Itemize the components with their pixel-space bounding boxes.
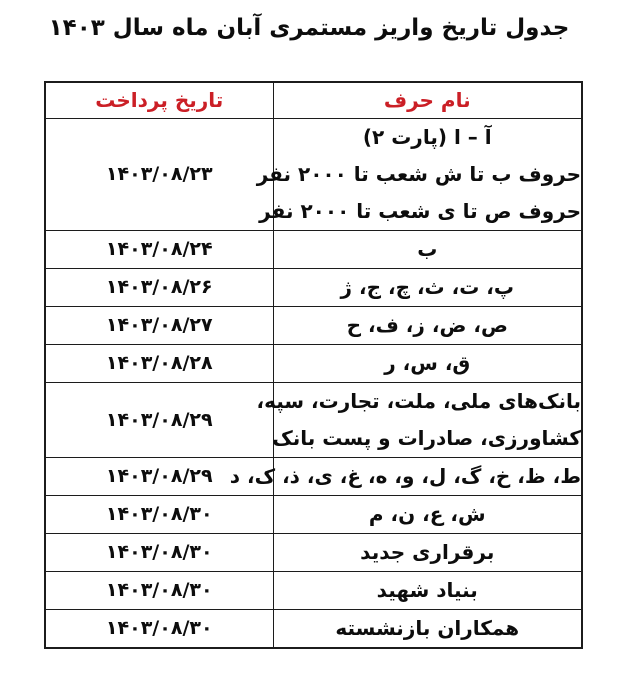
letter-group-line: کشاورزی، صادرات و پست بانک — [272, 425, 581, 450]
letter-group-line: ق، س، ر — [384, 350, 471, 375]
letter-group-cell — [273, 230, 582, 268]
table-row — [45, 533, 582, 571]
letter-group-line: پ، ت، ث، چ، ج، ژ — [340, 274, 514, 299]
payment-date-cell: ۱۴۰۳/۰۸/۳۰ — [45, 495, 273, 533]
table-body — [45, 118, 582, 648]
letter-group-cell — [256, 382, 582, 457]
table-row — [45, 457, 582, 495]
table-row — [45, 571, 582, 609]
letter-group-line: آ – ا (پارت ۲) — [362, 124, 492, 149]
letter-group-line: ص، ض، ز، ف، ح — [346, 312, 508, 337]
table-row — [45, 230, 582, 268]
letter-group-cell — [273, 533, 582, 571]
table-row — [45, 382, 582, 457]
letter-group-cell — [273, 609, 582, 648]
letter-group-cell — [273, 571, 582, 609]
payment-date-cell: ۱۴۰۳/۰۸/۲۳ — [45, 118, 273, 230]
letter-group-cell — [256, 118, 582, 230]
payment-schedule-table — [44, 81, 583, 649]
header-row — [45, 82, 582, 118]
letter-group-line: بنیاد شهید — [376, 577, 478, 602]
letter-group-line: ط، ظ، خ، گ، ل، و، ه، غ، ی، ذ، ک، د — [229, 463, 581, 488]
page-title: جدول تاریخ واریز مستمری آبان ماه سال ۱۴۰۳ — [48, 15, 570, 41]
payment-date-cell: ۱۴۰۳/۰۸/۲۹ — [45, 457, 273, 495]
table-row — [45, 306, 582, 344]
table-header — [45, 82, 582, 118]
payment-date-cell: ۱۴۰۳/۰۸/۳۰ — [45, 571, 273, 609]
letter-group-cell — [273, 268, 582, 306]
letter-group-line: حروف ب تا ش شعب تا ۲۰۰۰ نفر — [256, 161, 581, 186]
letter-group-line: ش، ع، ن، م — [368, 501, 486, 526]
letter-group-line: ب — [417, 236, 438, 261]
letter-group-line: حروف ص تا ی شعب تا ۲۰۰۰ نفر — [259, 198, 581, 223]
letter-group-line: برقراری جدید — [360, 539, 495, 564]
header-payment-date: تاریخ پرداخت — [45, 82, 273, 118]
table-row — [45, 268, 582, 306]
table-row — [45, 609, 582, 648]
header-letter-name: نام حرف — [273, 82, 582, 118]
letter-group-cell — [229, 457, 582, 495]
payment-date-cell: ۱۴۰۳/۰۸/۲۴ — [45, 230, 273, 268]
table-row — [45, 118, 582, 230]
letter-group-cell — [273, 306, 582, 344]
letter-group-cell — [273, 495, 582, 533]
letter-group-cell — [273, 344, 582, 382]
table-row — [45, 344, 582, 382]
payment-date-cell: ۱۴۰۳/۰۸/۲۷ — [45, 306, 273, 344]
letter-group-line: همکاران بازنشسته — [335, 615, 520, 640]
payment-date-cell: ۱۴۰۳/۰۸/۳۰ — [45, 533, 273, 571]
table-row — [45, 495, 582, 533]
letter-group-line: بانک‌های ملی، ملت، تجارت، سپه، — [256, 388, 581, 413]
payment-date-cell: ۱۴۰۳/۰۸/۲۶ — [45, 268, 273, 306]
payment-date-cell: ۱۴۰۳/۰۸/۲۸ — [45, 344, 273, 382]
payment-date-cell: ۱۴۰۳/۰۸/۲۹ — [45, 382, 273, 457]
payment-date-cell: ۱۴۰۳/۰۸/۳۰ — [45, 609, 273, 648]
